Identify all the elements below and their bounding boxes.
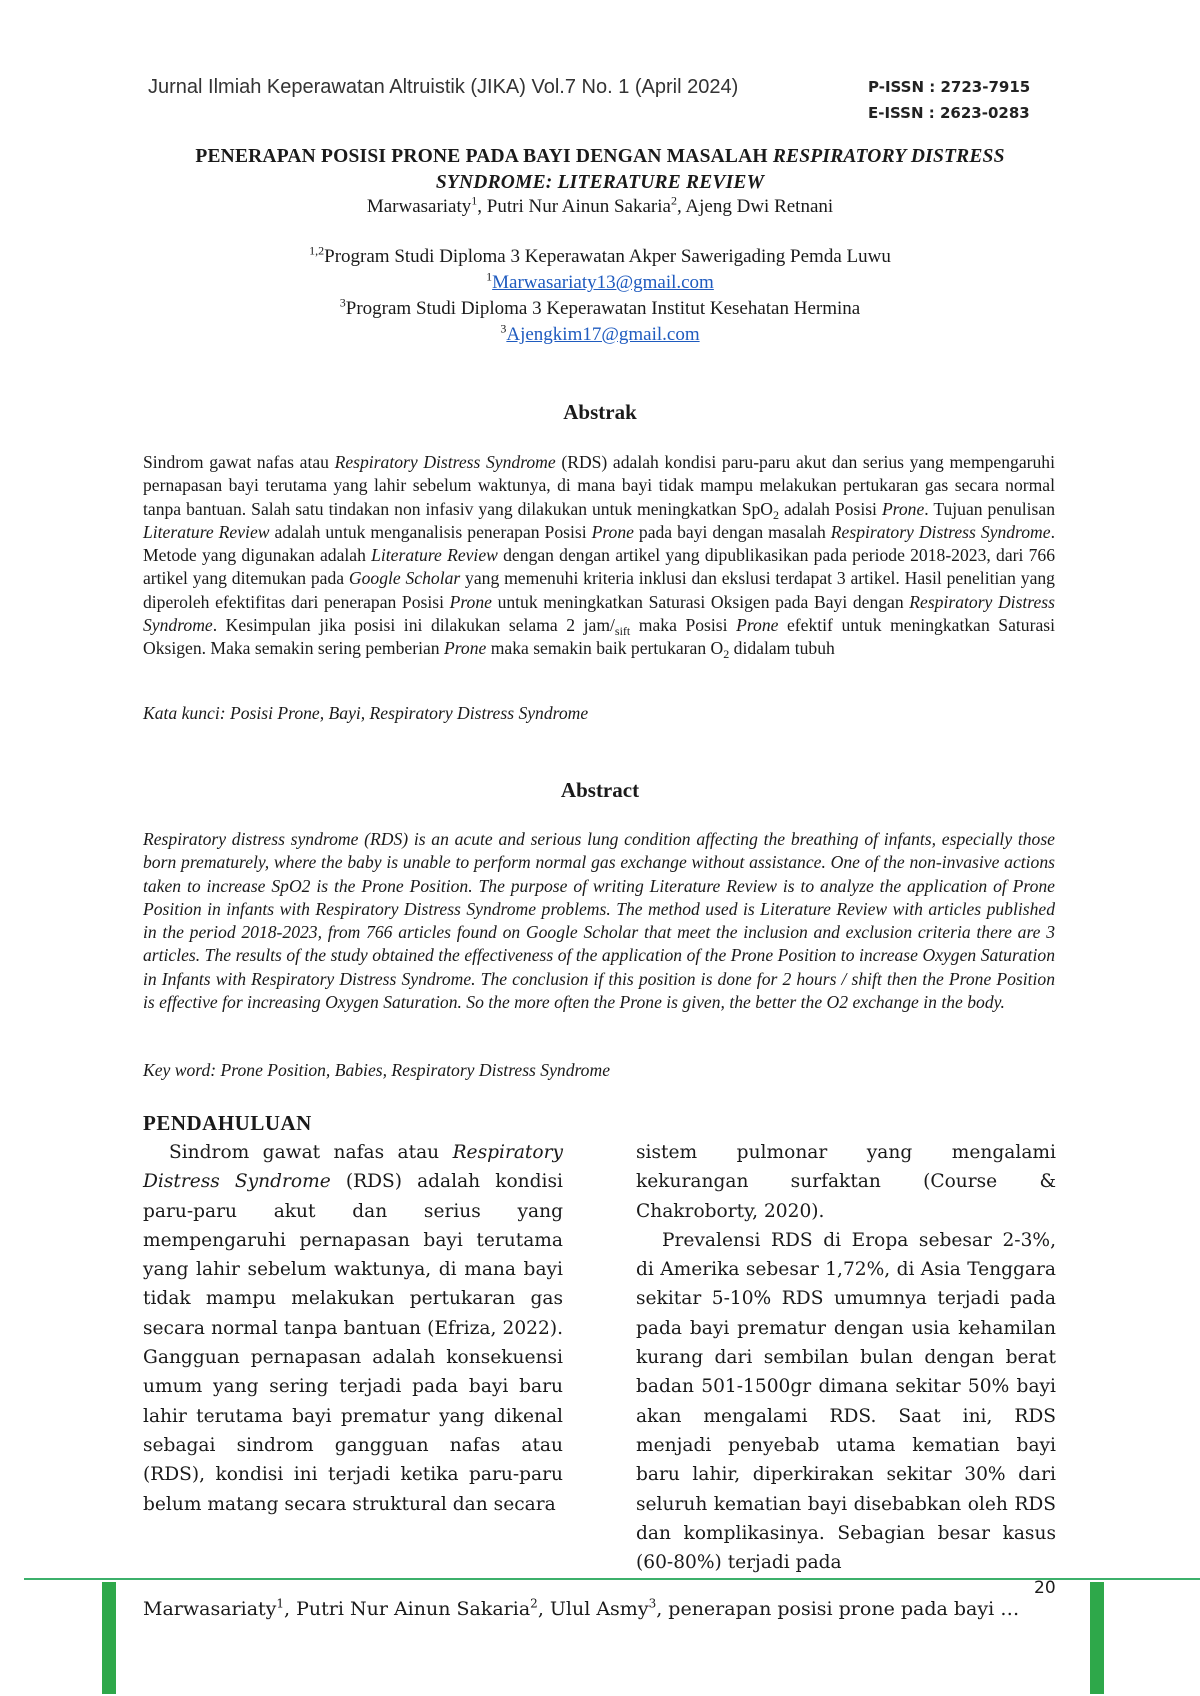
footer-citation: Marwasariaty$^1$, Putri Nur Ainun Sakaria$^2$, Ulul Asmy$^3$, penerapan posisi prone pada bayi … [143,1596,1020,1620]
paper-title [140,144,1060,196]
body-left-column [143,1138,563,1519]
affiliation-1-text: Program Studi Diploma 3 Keperawatan Akper Sawerigading Pemda Luwu [324,246,891,267]
author-2: , Putri Nur Ainun Sakaria [477,196,671,217]
pendahuluan-heading: PENDAHULUAN [143,1111,312,1135]
affiliation-2 [140,295,1060,320]
author-1: Marwasariaty [366,196,472,217]
affiliation-2-sup: 3 [339,295,346,310]
body-paragraph-continued: sistem pulmonar yang mengalami kekurangan surfaktan (Course & Chakroborty, 2020). [636,1142,1056,1222]
author-3: , Ajeng Dwi Retnani [676,196,834,217]
footer-divider [24,1578,1200,1580]
title-plain: PENERAPAN POSISI PRONE PADA BAYI DENGAN MASALAH [195,146,773,167]
body-paragraph-1: Sindrom gawat nafas atau Respiratory Distress Syndrome (RDS) adalah kondisi paru-paru akut dan serius yang mempengaruhi pernapasan bayi terutama yang lahir sebelum waktunya, di mana bayi tidak mampu melakukan pertukaran gas secara normal tanpa bantuan (Efriza, 2022). Gangguan pernapasan adalah konsekuensi umum yang sering terjadi pada bayi baru lahir terutama bayi prematur yang dikenal sebagai sindrom gangguan nafas atau (RDS), kondisi ini terjadi ketika paru-paru belum matang secara struktural dan secara [143,1142,563,1515]
journal-header: Jurnal Ilmiah Keperawatan Altruistik (JIKA) Vol.7 No. 1 (April 2024) [148,76,739,98]
email-1 [140,269,1060,294]
body-right-column [636,1138,1056,1577]
email-1-sup: 1 [486,269,493,284]
affiliation-1-sup: 1,2 [309,243,325,258]
abstract-heading: Abstract [560,778,640,802]
footer-bar-left [102,1582,116,1694]
email-2 [140,321,1060,346]
abstract-body: Respiratory distress syndrome (RDS) is an acute and serious lung condition affecting the breathing of infants, especially those born prematurely, where the baby is unable to perform normal gas exchange without assistance. One of the non-invasive actions taken to increase SpO2 is the Prone Position. The purpose of writing Literature Review is to analyze the application of Prone Position in infants with Respiratory Distress Syndrome problems. The method used is Literature Review with articles published in the period 2018-2023, from 766 articles found on Google Scholar that meet the inclusion and exclusion criteria there are 3 articles. The results of the study obtained the effectiveness of the application of the Prone Position to increase Oxygen Saturation in Infants with Respiratory Distress Syndrome. The conclusion if this position is done for 2 hours / shift then the Prone Position is effective for increasing Oxygen Saturation. So the more often the Prone is given, the better the O2 exchange in the body. [143,829,1055,1013]
footer-bar-right [1090,1582,1104,1694]
author-1-sup: 1 [471,193,478,208]
keywords: Key word: Prone Position, Babies, Respiratory Distress Syndrome [143,1060,610,1080]
abstrak-heading: Abstrak [563,400,637,424]
page-number: 20 [1034,1578,1056,1598]
authors [140,193,1060,218]
kata-kunci: Kata kunci: Posisi Prone, Bayi, Respiratory Distress Syndrome [143,703,589,723]
e-issn: E-ISSN : 2623-0283 [868,104,1030,122]
body-paragraph-2: Prevalensi RDS di Eropa sebesar 2-3%, di Amerika sebesar 1,72%, di Asia Tenggara sekitar 5-10% RDS umumnya terjadi pada pada bayi prematur dengan usia kehamilan kurang dari sembilan bulan dengan berat badan 501-1500gr dimana sekitar 50% bayi akan mengalami RDS. Saat ini, RDS menjadi penyebab utama kematian bayi baru lahir, diperkirakan sekitar 30% dari seluruh kematian bayi disebabkan oleh RDS dan komplikasinya. Sebagian besar kasus (60-80%) terjadi pada [636,1229,1056,1574]
affiliation-1 [140,243,1060,268]
email-2-link[interactable]: Ajengkim17@gmail.com [506,324,700,345]
p-issn: P-ISSN : 2723-7915 [868,78,1031,96]
title-italic-1: RESPIRATORY DISTRESS [772,146,1005,167]
affiliation-2-text: Program Studi Diploma 3 Keperawatan Institut Kesehatan Hermina [345,298,861,319]
title-italic-2: SYNDROME: LITERATURE REVIEW [435,172,765,193]
abstrak-body: Sindrom gawat nafas atau Respiratory Distress Syndrome (RDS) adalah kondisi paru-paru akut dan serius yang mempengaruhi pernapasan bayi terutama yang lahir sebelum waktunya, di mana bayi tidak mampu melakukan pertukaran gas secara normal tanpa bantuan. Salah satu tindakan non infasiv yang dilakukan untuk meningkatkan SpO$_2$ adalah Posisi Prone. Tujuan penulisan Literature Review adalah untuk menganalisis penerapan Posisi Prone pada bayi dengan masalah Respiratory Distress Syndrome. Metode yang digunakan adalah Literature Review dengan dengan artikel yang dipublikasikan pada periode 2018-2023, dari 766 artikel yang ditemukan pada Google Scholar yang memenuhi kriteria inklusi dan ekslusi terdapat 3 artikel. Hasil penelitian yang diperoleh efektifitas dari penerapan Posisi Prone untuk meningkatkan Saturasi Oksigen pada Bayi dengan Respiratory Distress Syndrome. Kesimpulan jika posisi ini dilakukan selama 2 jam/$_{sift}$ maka Posisi Prone efektif untuk meningkatkan Saturasi Oksigen. Maka semakin sering pemberian Prone maka semakin baik pertukaran $O_2$ didalam tubuh [143,452,1056,662]
author-2-sup: 2 [670,193,677,208]
email-1-link[interactable]: Marwasariaty13@gmail.com [492,272,714,293]
email-2-sup: 3 [500,321,507,336]
